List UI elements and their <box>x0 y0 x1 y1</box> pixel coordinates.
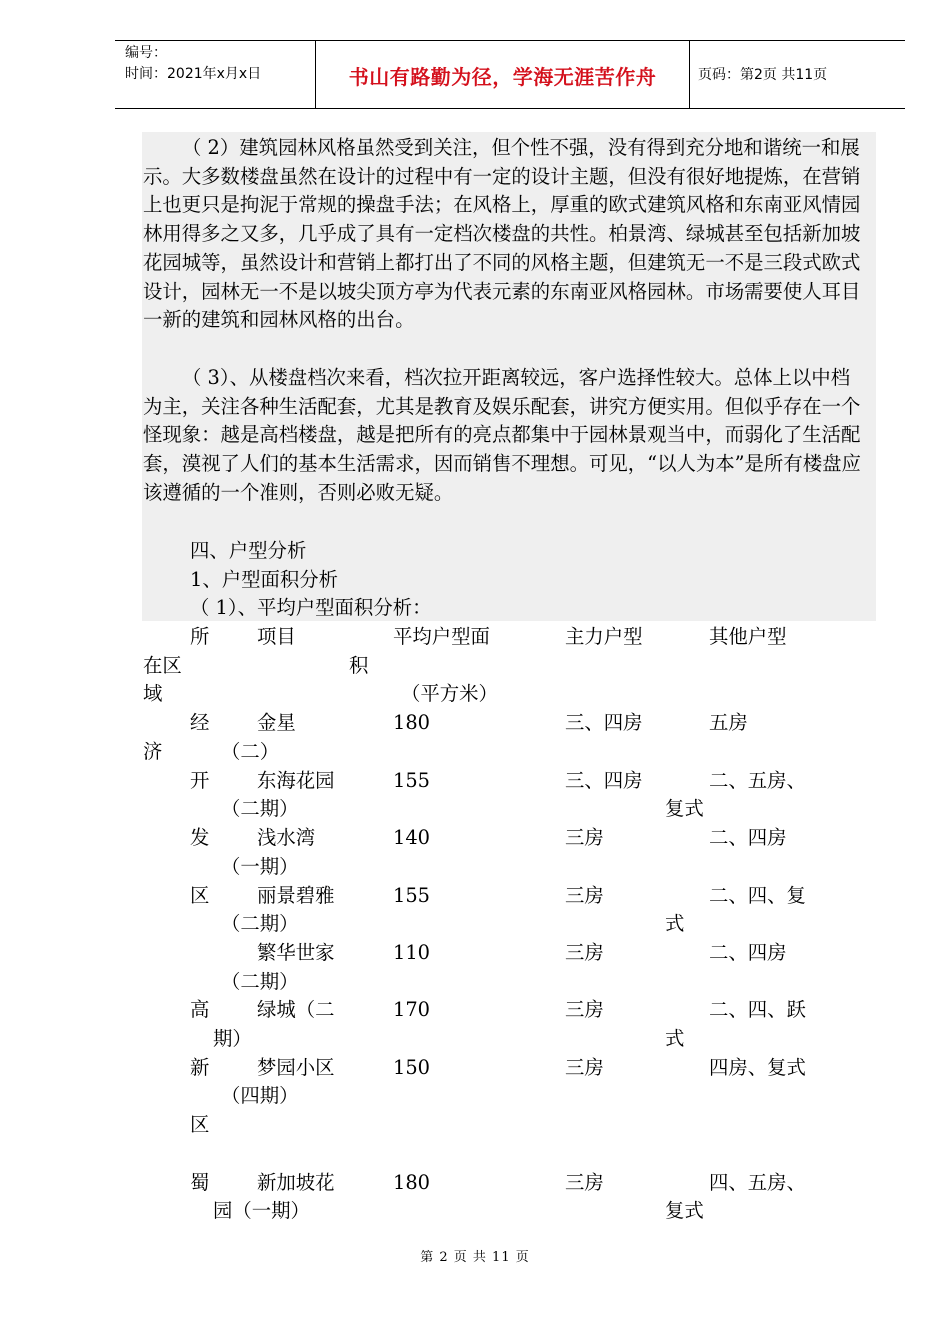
doc-time-label: 时间：2021年x月x日 <box>125 66 262 82</box>
project-name: （二） <box>221 740 280 763</box>
project-name: （二期） <box>221 797 299 820</box>
project-name: （一期） <box>221 855 299 878</box>
avg-area: 110 <box>393 941 431 964</box>
header-page-number: 页码：第2页 共11页 <box>698 67 828 83</box>
avg-area: 170 <box>393 998 431 1021</box>
table-header-area: 平均户型面 <box>393 625 490 648</box>
other-type: 二、四、跃 <box>709 998 806 1021</box>
table-header-region: 在区 <box>143 654 182 677</box>
region-label: 新 <box>190 1056 210 1079</box>
project-name: 繁华世家 <box>257 941 335 964</box>
subsection-heading: 1、户型面积分析 <box>190 568 339 591</box>
page-footer: 第 2 页 共 11 页 <box>420 1250 530 1265</box>
other-type: 式 <box>665 912 685 935</box>
project-name: 绿城（二 <box>257 998 335 1021</box>
other-type: 复式 <box>665 1199 704 1222</box>
section-heading: 四、户型分析 <box>190 539 307 562</box>
table-header-region: 所 <box>190 625 210 648</box>
project-name: 丽景碧雅 <box>257 884 335 907</box>
region-label: 蜀 <box>190 1171 210 1194</box>
main-type: 三房 <box>565 826 604 849</box>
paragraph-2: （ 2）建筑园林风格虽然受到关注，但个性不强，没有得到充分地和谐统一和展示。大多数楼盘虽然在设计的过程中有一定的设计主题，但没有很好地提炼，在营销上也更只是拘泥于常规的操盘手法；在风格上，厚重的欧式建筑风格和东南亚风情园林用得多之又多，几乎成了具有一定档次楼盘的共性。柏景湾、绿城甚至包括新加坡花园城等，虽然设计和营销上都打出了不同的风格主题，但建筑无一不是三段式欧式设计，园林无一不是以坡尖顶方亭为代表元素的东南亚风格园林。市场需要使人耳目一新的建筑和园林风格的出台。 <box>143 136 861 332</box>
project-name: 梦园小区 <box>257 1056 335 1079</box>
avg-area: 140 <box>393 826 431 849</box>
project-name: 园（一期） <box>213 1199 310 1222</box>
project-name: （二期） <box>221 970 299 993</box>
table-header-area: 积 <box>349 654 369 677</box>
avg-area: 180 <box>393 711 431 734</box>
main-type: 三房 <box>565 941 604 964</box>
other-type: 复式 <box>665 797 704 820</box>
doc-number-label: 编号： <box>125 45 167 61</box>
other-type: 四房、复式 <box>709 1056 806 1079</box>
subsubsection-heading: （ 1）、平均户型面积分析： <box>190 596 432 619</box>
other-type: 四、五房、 <box>709 1171 806 1194</box>
main-type: 三房 <box>565 998 604 1021</box>
main-type: 三房 <box>565 1171 604 1194</box>
project-name: 浅水湾 <box>257 826 316 849</box>
other-type: 式 <box>665 1027 685 1050</box>
region-label: 经 <box>190 711 210 734</box>
region-label: 济 <box>143 740 163 763</box>
project-name: 东海花园 <box>257 769 335 792</box>
region-label: 发 <box>190 826 210 849</box>
project-name: 新加坡花 <box>257 1171 335 1194</box>
project-name: 金星 <box>257 711 296 734</box>
table-header-main: 主力户型 <box>565 625 643 648</box>
project-name: （二期） <box>221 912 299 935</box>
other-type: 五房 <box>709 711 748 734</box>
main-type: 三、四房 <box>565 711 643 734</box>
other-type: 二、四房 <box>709 941 787 964</box>
avg-area: 155 <box>393 884 431 907</box>
main-type: 三、四房 <box>565 769 643 792</box>
table-header-other: 其他户型 <box>709 625 787 648</box>
table-header-region: 域 <box>143 682 163 705</box>
page-header <box>115 40 905 109</box>
region-label: 开 <box>190 769 210 792</box>
header-motto: 书山有路勤为径，学海无涯苦作舟 <box>348 65 657 89</box>
header-meta <box>125 43 261 85</box>
other-type: 二、四、复 <box>709 884 806 907</box>
avg-area: 150 <box>393 1056 431 1079</box>
project-name: （四期） <box>221 1084 299 1107</box>
main-type: 三房 <box>565 1056 604 1079</box>
main-type: 三房 <box>565 884 604 907</box>
region-label: 区 <box>190 1113 210 1136</box>
table-header-project: 项目 <box>257 625 296 648</box>
table-header-area: （平方米） <box>401 682 498 705</box>
project-name: 期） <box>213 1027 252 1050</box>
paragraph-3: （ 3）、从楼盘档次来看，档次拉开距离较远，客户选择性较大。总体上以中档为主，关注各种生活配套，尤其是教育及娱乐配套，讲究方便实用。但似乎存在一个怪现象：越是高档楼盘，越是把所有的亮点都集中于园林景观当中，而弱化了生活配套，漠视了人们的基本生活需求，因而销售不理想。可见，“以人为本”是所有楼盘应该遵循的一个准则，否则必败无疑。 <box>143 366 861 504</box>
other-type: 二、四房 <box>709 826 787 849</box>
other-type: 二、五房、 <box>709 769 806 792</box>
avg-area: 180 <box>393 1171 431 1194</box>
region-label: 高 <box>190 998 210 1021</box>
region-label: 区 <box>190 884 210 907</box>
avg-area: 155 <box>393 769 431 792</box>
